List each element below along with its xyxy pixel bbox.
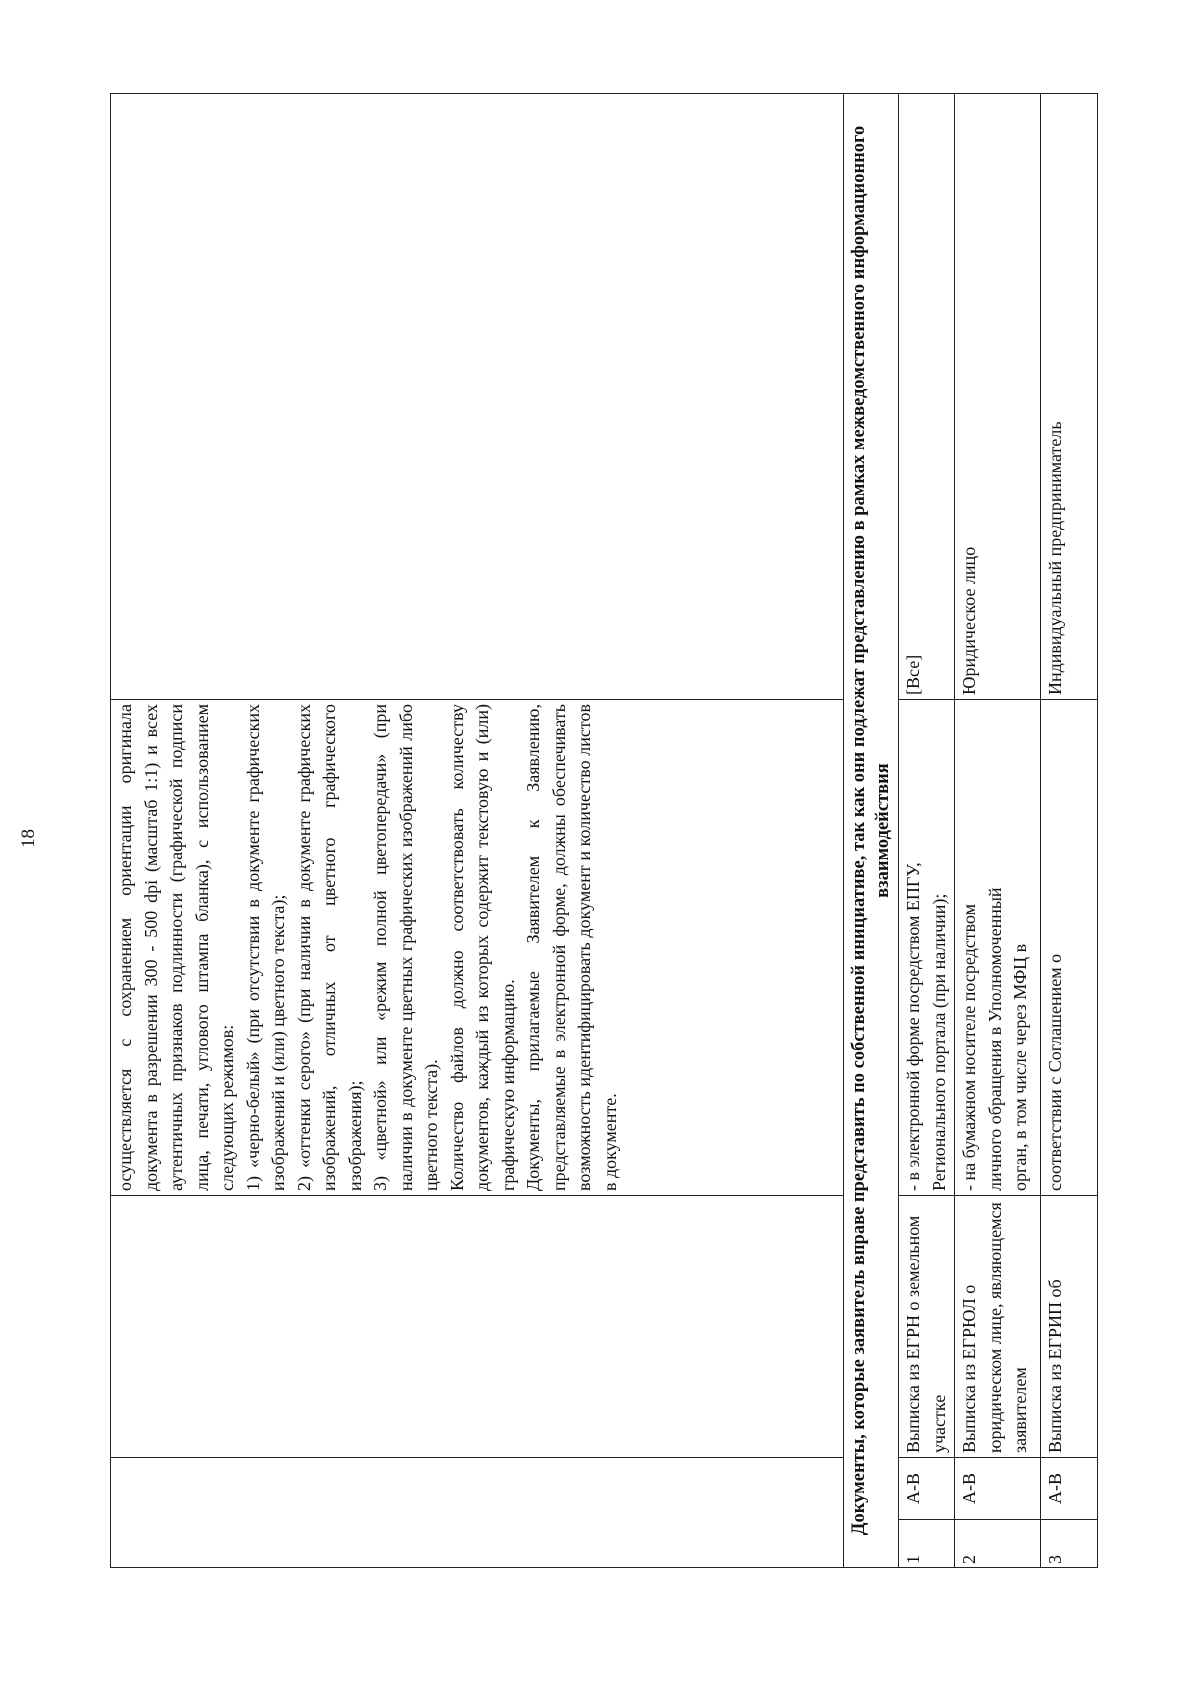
row-document: Выписка из ЕГРИП об [1041,1196,1098,1458]
table-row [1041,94,1098,1568]
row-number: 1 [899,1520,955,1568]
requirements-text: осуществляется с сохранением ориентации оригинала документа в разрешении 300 - 500 dpi (масштаб 1:1) и всех аутентичных признаков подлинности (графической подписи лица, печати, углового штампа бланка), с использованием следующих режимов: 1) «черно-белый» (при отсутствии в документе графических изображений и (или) цветного текста); 2) «оттенки серого» (при наличии в документе графических изображений, отличных от цветного графического изображения); 3) «цветной» или «режим полной цветопередачи» (при наличии в документе цветных графических изображений либо цветного текста). Количество файлов должно соответствовать количеству документов, каждый из которых содержит текстовую и (или) графическую информацию. Документы, прилагаемые Заявителем к Заявлению, представляемые в электронной форме, должны обеспечивать возможность идентифицировать документ и количество листов в документе. [115,704,620,1191]
empty-cell-document [111,1196,844,1458]
table-row-requirements [111,94,844,1568]
row-methods [1041,700,1098,1196]
method-line: орган, в том числе через МФЦ в [1010,943,1030,1191]
row-number: 2 [955,1520,1041,1568]
method-line: - на бумажном носителе посредством [959,903,979,1191]
requirements-cell [111,700,844,1196]
row-methods [899,700,955,1196]
empty-cell-left [111,1458,844,1568]
row-number: 3 [1041,1520,1098,1568]
row-document: Выписка из ЕГРЮЛ о юридическом лице, являющемся заявителем [955,1196,1041,1458]
rotated-page [18,94,1122,1568]
row-code: А-В [955,1458,1041,1520]
method-line: - в электронной форме посредством ЕПГУ, [903,862,923,1191]
row-applicant: Юридическое лицо [955,94,1041,700]
method-line: соответствии с Соглашением о [1045,953,1065,1191]
documents-table [110,93,1098,1568]
page-number: 18 [18,829,39,848]
row-applicant: [Все] [899,94,955,700]
row-methods [955,700,1041,1196]
row-applicant: Индивидуальный предприниматель [1041,94,1098,700]
empty-cell-right [111,94,844,700]
table-row [899,94,955,1568]
row-document: Выписка из ЕГРН о земельном участке [899,1196,955,1458]
section-header-row [844,94,899,1568]
method-line: личного обращения в Уполномоченный [984,887,1005,1191]
section-title: Документы, которые заявитель вправе представить по собственной инициативе, так как они подлежат представлению в рамках межведомственного информационного взаимодействия [844,94,899,1568]
table-row [955,94,1041,1568]
method-line: Регионального портала (при наличии); [928,893,949,1191]
row-code: А-В [1041,1458,1098,1520]
row-code: А-В [899,1458,955,1520]
